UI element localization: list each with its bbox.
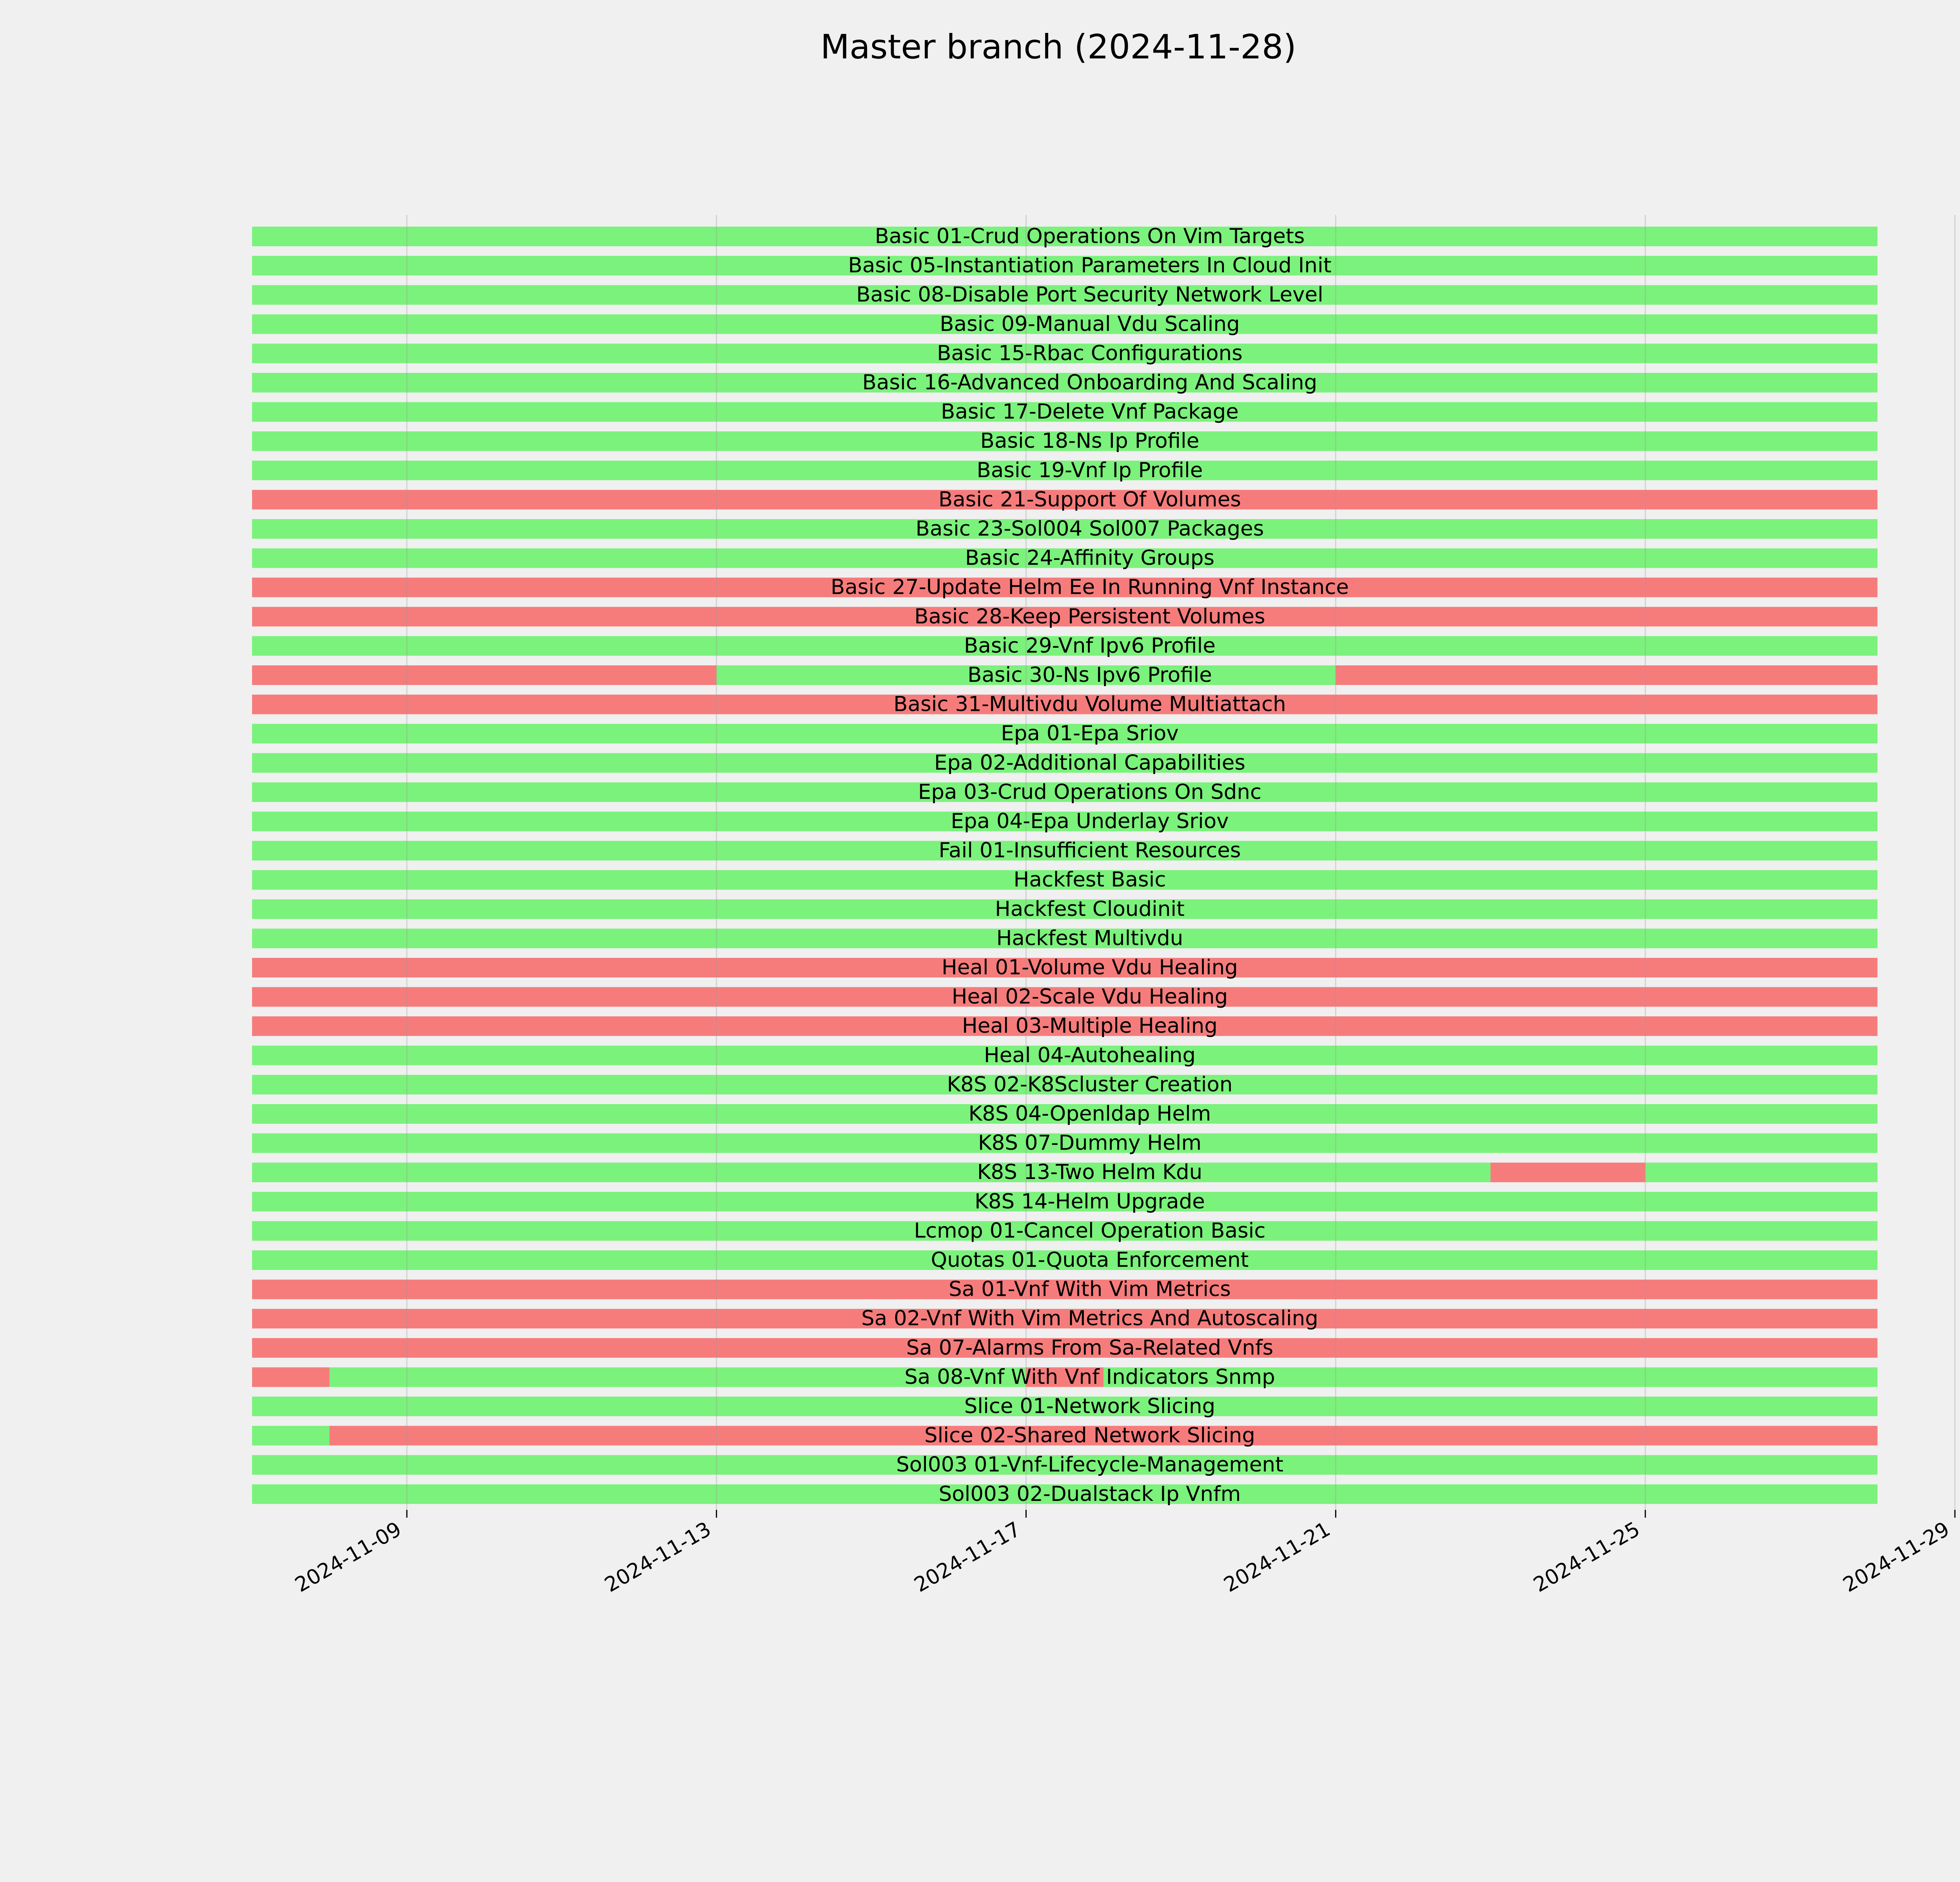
timeline-bar-segment bbox=[1645, 1163, 1877, 1182]
x-tick-label: 2024-11-17 bbox=[910, 1517, 1025, 1597]
row-label: Epa 03-Crud Operations On Sdnc bbox=[918, 780, 1262, 804]
x-tick-label: 2024-11-29 bbox=[1839, 1517, 1954, 1597]
x-tick-label: 2024-11-21 bbox=[1220, 1517, 1334, 1597]
row-label: Basic 18-Ns Ip Profile bbox=[980, 429, 1200, 453]
row-label: K8S 07-Dummy Helm bbox=[978, 1131, 1202, 1155]
row-label: Quotas 01-Quota Enforcement bbox=[931, 1248, 1249, 1272]
row-label: Sa 07-Alarms From Sa-Related Vnfs bbox=[906, 1335, 1274, 1360]
x-tick-label: 2024-11-09 bbox=[291, 1517, 406, 1597]
row-label: Basic 09-Manual Vdu Scaling bbox=[940, 312, 1240, 336]
row-label: Basic 15-Rbac Configurations bbox=[937, 341, 1243, 365]
row-label: K8S 14-Helm Upgrade bbox=[975, 1189, 1205, 1213]
timeline-bar-segment bbox=[252, 665, 717, 685]
row-label: Basic 27-Update Helm Ee In Running Vnf Instance bbox=[831, 575, 1349, 599]
row-label: Heal 02-Scale Vdu Healing bbox=[951, 985, 1228, 1009]
row-label: Sa 01-Vnf With Vim Metrics bbox=[949, 1277, 1231, 1301]
row-label: Basic 29-Vnf Ipv6 Profile bbox=[964, 634, 1216, 658]
row-label: Epa 01-Epa Sriov bbox=[1001, 721, 1179, 746]
row-label: Sa 02-Vnf With Vim Metrics And Autoscaling bbox=[861, 1306, 1318, 1331]
row-label: Lcmop 01-Cancel Operation Basic bbox=[914, 1219, 1266, 1243]
row-label: Basic 28-Keep Persistent Volumes bbox=[914, 604, 1265, 629]
timeline-bar-segment bbox=[252, 1163, 1490, 1182]
row-label: Sol003 01-Vnf-Lifecycle-Management bbox=[896, 1453, 1283, 1477]
x-tick-label: 2024-11-13 bbox=[601, 1517, 715, 1597]
row-label: Basic 19-Vnf Ip Profile bbox=[976, 458, 1203, 482]
row-label: Basic 23-Sol004 Sol007 Packages bbox=[915, 517, 1264, 541]
row-label: Epa 04-Epa Underlay Sriov bbox=[951, 809, 1229, 833]
row-label: Basic 08-Disable Port Security Network Level bbox=[856, 283, 1323, 307]
row-label: Epa 02-Additional Capabilities bbox=[934, 750, 1245, 775]
row-label: Basic 17-Delete Vnf Package bbox=[941, 400, 1239, 424]
row-label: Heal 03-Multiple Healing bbox=[962, 1014, 1218, 1038]
row-label: Basic 21-Support Of Volumes bbox=[938, 487, 1241, 512]
x-tick-label: 2024-11-25 bbox=[1529, 1517, 1644, 1597]
row-label: Basic 24-Affinity Groups bbox=[965, 546, 1215, 570]
row-label: Hackfest Multivdu bbox=[996, 926, 1183, 950]
timeline-bar-segment bbox=[252, 1426, 330, 1446]
row-label: Basic 16-Advanced Onboarding And Scaling bbox=[862, 371, 1318, 394]
row-label: K8S 02-K8Scluster Creation bbox=[947, 1072, 1233, 1097]
row-label: Sa 08-Vnf With Vnf Indicators Snmp bbox=[904, 1365, 1275, 1389]
row-label: Fail 01-Insufficient Resources bbox=[938, 838, 1241, 863]
row-label: Basic 05-Instantiation Parameters In Cloud Init bbox=[848, 253, 1332, 278]
timeline-bar-segment bbox=[1336, 665, 1877, 685]
chart-title: Master branch (2024-11-28) bbox=[820, 27, 1297, 67]
x-axis bbox=[291, 1510, 1955, 1597]
row-label: Basic 30-Ns Ipv6 Profile bbox=[967, 663, 1212, 687]
row-label: Hackfest Basic bbox=[1013, 868, 1166, 892]
row-label: Sol003 02-Dualstack Ip Vnfm bbox=[938, 1482, 1241, 1506]
row-label: Heal 04-Autohealing bbox=[984, 1043, 1196, 1067]
row-label: Slice 02-Shared Network Slicing bbox=[924, 1423, 1256, 1448]
row-label: Hackfest Cloudinit bbox=[995, 897, 1185, 921]
row-label: Heal 01-Volume Vdu Healing bbox=[942, 956, 1238, 979]
row-label: Basic 31-Multivdu Volume Multiattach bbox=[893, 692, 1286, 716]
timeline-bar-segment bbox=[252, 1367, 330, 1387]
row-label: K8S 13-Two Helm Kdu bbox=[977, 1160, 1203, 1184]
timeline-bar-segment bbox=[1490, 1163, 1645, 1182]
row-label: Basic 01-Crud Operations On Vim Targets bbox=[875, 224, 1305, 248]
row-label: K8S 04-Openldap Helm bbox=[968, 1102, 1211, 1126]
row-label: Slice 01-Network Slicing bbox=[964, 1394, 1216, 1418]
